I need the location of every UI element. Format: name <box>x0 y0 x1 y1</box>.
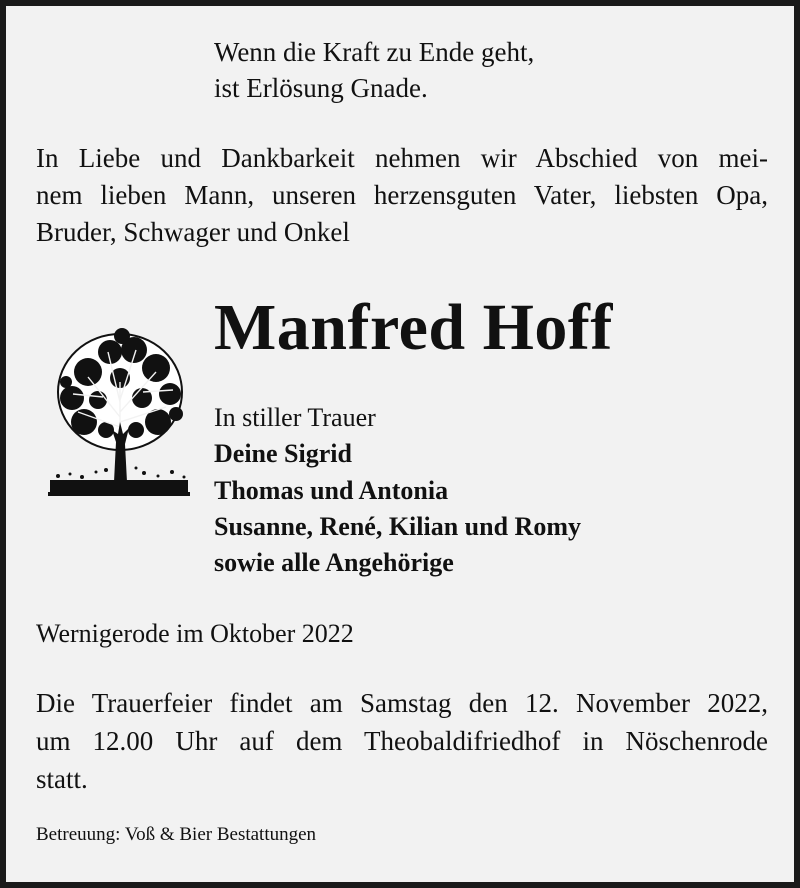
mourner-name: Thomas und Antonia <box>214 476 449 505</box>
obituary-notice <box>6 6 794 882</box>
funeral-line-3: statt. <box>36 764 88 794</box>
funeral-line-2: um 12.00 Uhr auf dem Theobaldifriedhof in Nöschenrode <box>36 726 768 756</box>
mourner-name: sowie alle Angehörige <box>214 548 454 577</box>
mourner-name: Deine Sigrid <box>214 439 352 468</box>
mourner-name: Susanne, René, Kilian und Romy <box>214 512 581 541</box>
tree-icon <box>48 322 190 514</box>
mourners-heading: In stiller Trauer <box>214 403 376 432</box>
funeral-paragraph <box>36 684 768 798</box>
intro-line-1: In Liebe und Dankbarkeit nehmen wir Abschied von mei- <box>36 143 768 173</box>
place-date: Wernigerode im Oktober 2022 <box>36 619 354 648</box>
undertaker-credit: Betreuung: Voß & Bier Bestattungen <box>36 824 317 845</box>
funeral-line-1: Die Trauerfeier findet am Samstag den 12. November 2022, <box>36 688 768 718</box>
motto-line-2: ist Erlösung Gnade. <box>214 73 428 103</box>
deceased-name: Manfred Hoff <box>214 291 613 364</box>
intro-line-3: Bruder, Schwager und Onkel <box>36 217 350 247</box>
motto-line-1: Wenn die Kraft zu Ende geht, <box>214 37 535 67</box>
intro-paragraph <box>36 140 768 251</box>
intro-line-2: nem lieben Mann, unseren herzensguten Vater, liebsten Opa, <box>36 180 768 210</box>
